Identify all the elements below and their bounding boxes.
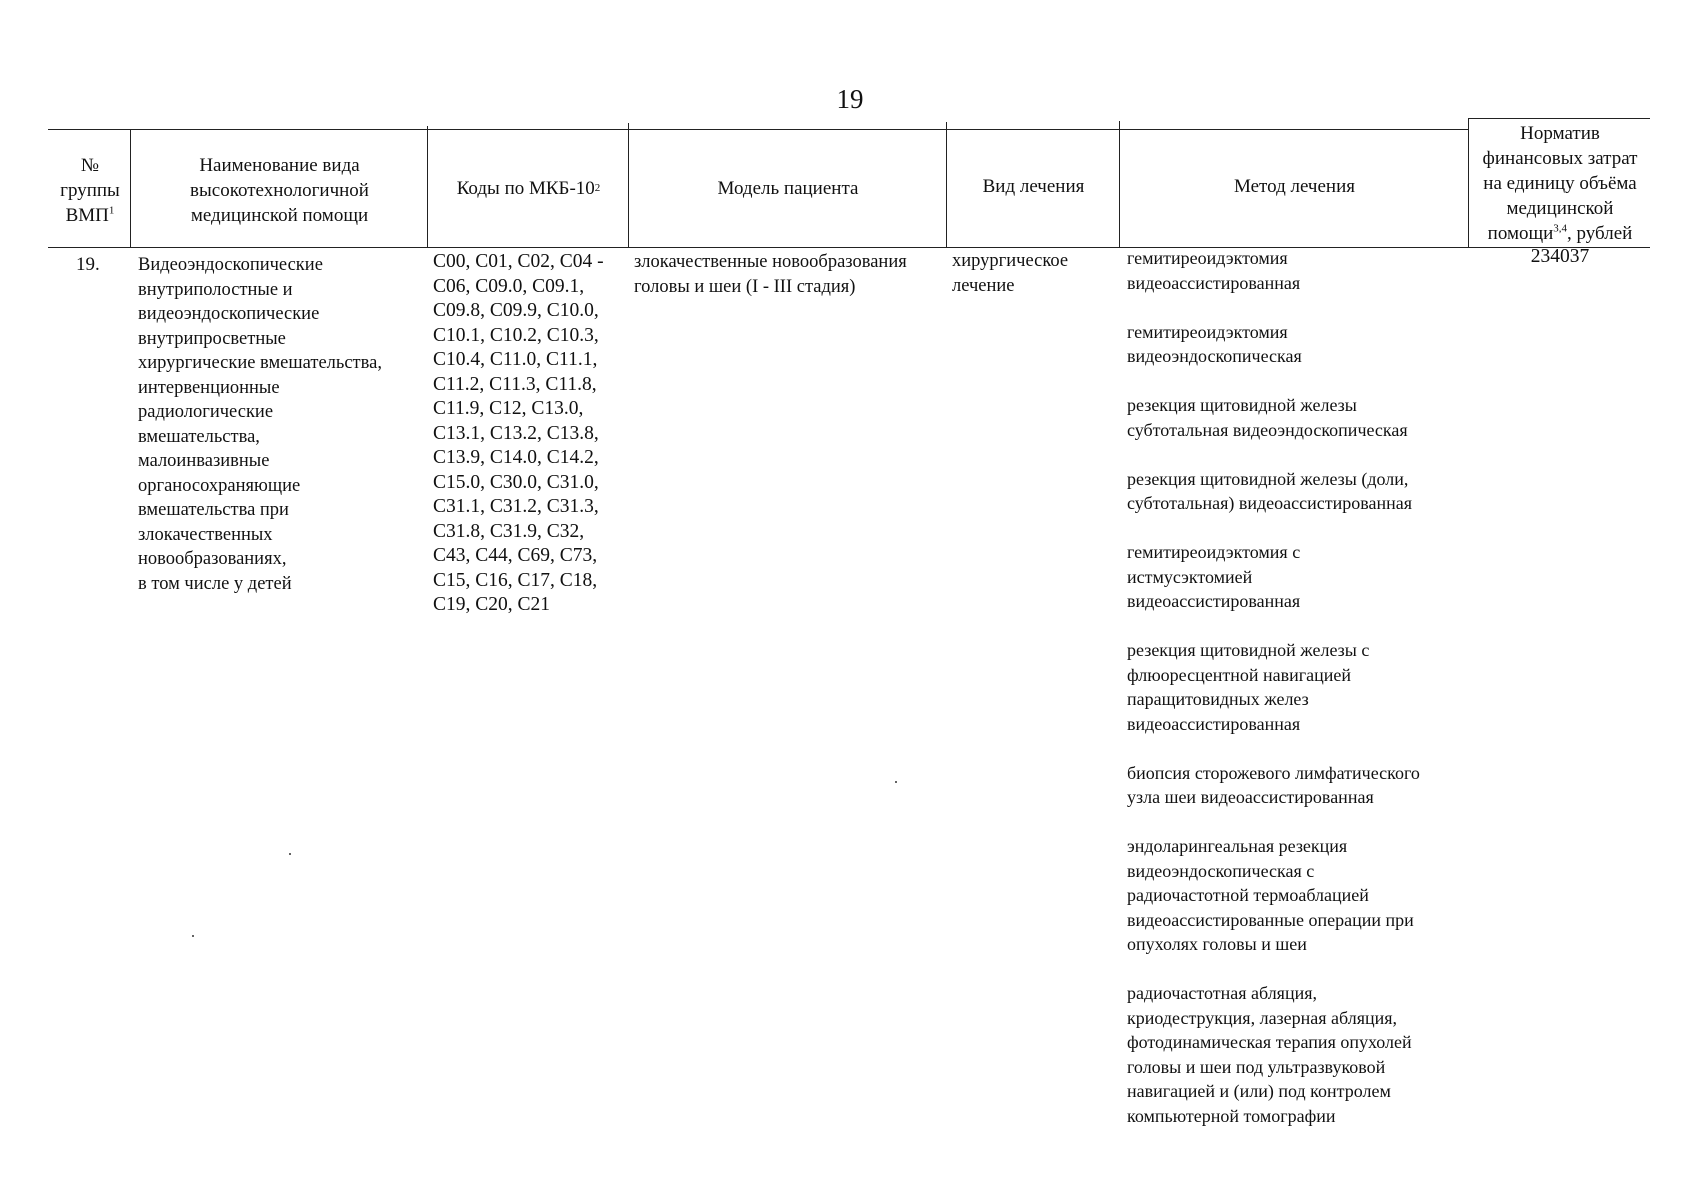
header-type-name-line3: медицинской помощи <box>190 204 369 226</box>
type-name-line: вмешательства при <box>138 500 289 520</box>
method-line: субтотальная) видеоассистированная <box>1127 493 1413 513</box>
scan-speck <box>192 935 194 937</box>
codes-line: C43, C44, C69, C73, <box>433 545 598 566</box>
method-item <box>1127 393 1472 442</box>
codes-line: C10.1, C10.2, C10.3, <box>433 324 599 346</box>
method-line: гемитиреоидэктомия с <box>1127 542 1301 562</box>
column-divider-4 <box>946 122 947 247</box>
type-name-line: в том числе у детей <box>138 573 292 594</box>
method-line: видеоассистированная <box>1127 272 1301 293</box>
column-divider-3 <box>628 123 629 247</box>
method-line: паращитовидных желез <box>1127 689 1309 709</box>
type-name-line: Видеоэндоскопические <box>138 255 323 275</box>
method-line: резекция щитовидной железы <box>1127 395 1357 415</box>
header-method-label: Метод лечения <box>1233 175 1355 197</box>
method-line: биопсия сторожевого лимфатического <box>1127 762 1420 783</box>
method-line: резекция щитовидной железы (доли, <box>1127 468 1409 489</box>
footnote-3-4-mark: 3,4 <box>1553 222 1568 235</box>
header-treatment-type-label: Вид лечения <box>982 175 1085 197</box>
header-cost-line4: медицинской <box>1506 197 1614 219</box>
codes-line: C19, C20, C21 <box>433 594 551 615</box>
codes-line: C00, C01, C02, C04 - <box>433 251 604 272</box>
treatment-type-line: хирургическое <box>952 251 1069 271</box>
codes-line: C10.4, C11.0, C11.1, <box>433 349 598 370</box>
method-item <box>1127 320 1472 369</box>
type-name-line: малоинвазивные <box>138 451 270 471</box>
method-line: истмусэктомией <box>1127 566 1253 587</box>
row-treatment-type <box>952 249 1117 298</box>
footnote-1-mark: 1 <box>108 204 115 217</box>
type-name-line: видеоэндоскопические <box>138 304 320 324</box>
codes-line: C31.1, C31.2, C31.3, <box>433 496 599 517</box>
method-item <box>1127 467 1472 516</box>
row-codes <box>433 250 628 618</box>
method-line: головы и шеи под ультразвуковой <box>1127 1056 1386 1077</box>
method-line: видеоассистированная <box>1127 591 1301 611</box>
column-divider-1 <box>130 129 131 247</box>
scan-speck <box>895 781 897 783</box>
method-line: радиочастотной термоаблацией <box>1127 885 1369 905</box>
codes-line: C06, C09.0, C09.1, <box>433 275 585 297</box>
column-divider-2 <box>427 126 428 247</box>
type-name-line: органосохраняющие <box>138 475 301 496</box>
method-line: видеоассистированная <box>1127 713 1301 734</box>
patient-model-line: головы и шеи (I - III стадия) <box>634 276 856 297</box>
type-name-line: хирургические вмешательства, <box>138 353 382 373</box>
patient-model-line: злокачественные новообразования <box>634 252 907 272</box>
header-patient-model <box>630 170 946 206</box>
row-patient-model <box>634 250 946 299</box>
header-group-number-line1: № <box>80 154 100 176</box>
row-group-number: 19. <box>76 254 100 275</box>
method-item <box>1127 246 1472 295</box>
scan-speck <box>289 853 291 855</box>
codes-line: C11.2, C11.3, C11.8, <box>433 373 597 395</box>
header-cost-line3: на единицу объёма <box>1483 172 1637 194</box>
header-group-number-line3: ВМП <box>65 204 109 226</box>
method-line: криодеструкция, лазерная абляция, <box>1127 1007 1398 1028</box>
method-line: гемитиреоидэктомия <box>1127 248 1288 268</box>
header-cost <box>1470 120 1650 246</box>
codes-line: C09.8, C09.9, C10.0, <box>433 300 599 321</box>
method-line: видеоэндоскопическая с <box>1127 860 1315 881</box>
method-line: эндоларингеальная резекция <box>1127 836 1348 856</box>
method-item <box>1127 540 1472 614</box>
type-name-line: вмешательства, <box>138 426 260 447</box>
header-cost-line2: финансовых затрат <box>1482 147 1638 169</box>
codes-line: C31.8, C31.9, C32, <box>433 520 585 542</box>
type-name-line: новообразованиях, <box>138 549 287 569</box>
row-cost: 234037 <box>1530 246 1590 267</box>
method-line: субтотальная видеоэндоскопическая <box>1127 419 1408 440</box>
header-patient-model-label: Модель пациента <box>717 177 859 199</box>
header-cost-line5-b: , рублей <box>1567 222 1633 244</box>
header-type-name-line1: Наименование вида <box>199 154 360 176</box>
header-treatment-type <box>948 168 1119 204</box>
codes-line: C13.9, C14.0, C14.2, <box>433 447 599 468</box>
table-top-rule-right <box>1468 118 1650 119</box>
method-item <box>1127 761 1472 810</box>
row-methods <box>1127 246 1472 1153</box>
method-line: опухолях головы и шеи <box>1127 934 1307 954</box>
page-number: 19 <box>836 84 864 114</box>
method-line: видеоассистированные операции при <box>1127 909 1414 930</box>
codes-line: C13.1, C13.2, C13.8, <box>433 422 599 444</box>
header-type-name <box>132 150 427 230</box>
method-line: компьютерной томографии <box>1127 1105 1336 1126</box>
type-name-line: интервенционные <box>138 377 280 398</box>
type-name-line: внутрипросветные <box>138 328 286 349</box>
type-name-line: внутриполостные и <box>138 279 293 300</box>
codes-line: C15.0, C30.0, C31.0, <box>433 471 599 493</box>
codes-line: C15, C16, C17, C18, <box>433 569 598 591</box>
row-type-name <box>138 253 428 596</box>
codes-line: C11.9, C12, C13.0, <box>433 398 584 419</box>
method-line: видеоэндоскопическая <box>1127 346 1302 366</box>
table-top-rule-left <box>48 129 1468 130</box>
header-cost-line5-a: помощи <box>1487 222 1554 244</box>
method-line: фотодинамическая терапия опухолей <box>1127 1032 1412 1052</box>
header-group-number <box>50 150 130 230</box>
column-divider-6 <box>1468 118 1469 247</box>
header-cost-line1: Норматив <box>1520 122 1600 144</box>
header-method <box>1121 168 1468 204</box>
method-item <box>1127 638 1472 736</box>
header-type-name-line2: высокотехнологичной <box>190 179 369 201</box>
method-item <box>1127 981 1472 1128</box>
column-divider-5 <box>1119 121 1120 247</box>
method-line: гемитиреоидэктомия <box>1127 321 1288 342</box>
method-line: навигацией и (или) под контролем <box>1127 1081 1391 1101</box>
header-group-number-line2: группы <box>60 179 120 201</box>
method-line: флюоресцентной навигацией <box>1127 664 1351 685</box>
header-codes-label: Коды по МКБ-10 <box>456 177 595 199</box>
type-name-line: радиологические <box>138 402 274 422</box>
method-line: резекция щитовидной железы с <box>1127 640 1370 660</box>
method-line: узла шеи видеоассистированная <box>1127 787 1374 807</box>
type-name-line: злокачественных <box>138 524 273 545</box>
treatment-type-line: лечение <box>952 275 1015 296</box>
method-line: радиочастотная абляция, <box>1127 983 1318 1003</box>
method-item <box>1127 834 1472 957</box>
header-codes: Коды по МКБ-10 2 <box>456 177 601 199</box>
